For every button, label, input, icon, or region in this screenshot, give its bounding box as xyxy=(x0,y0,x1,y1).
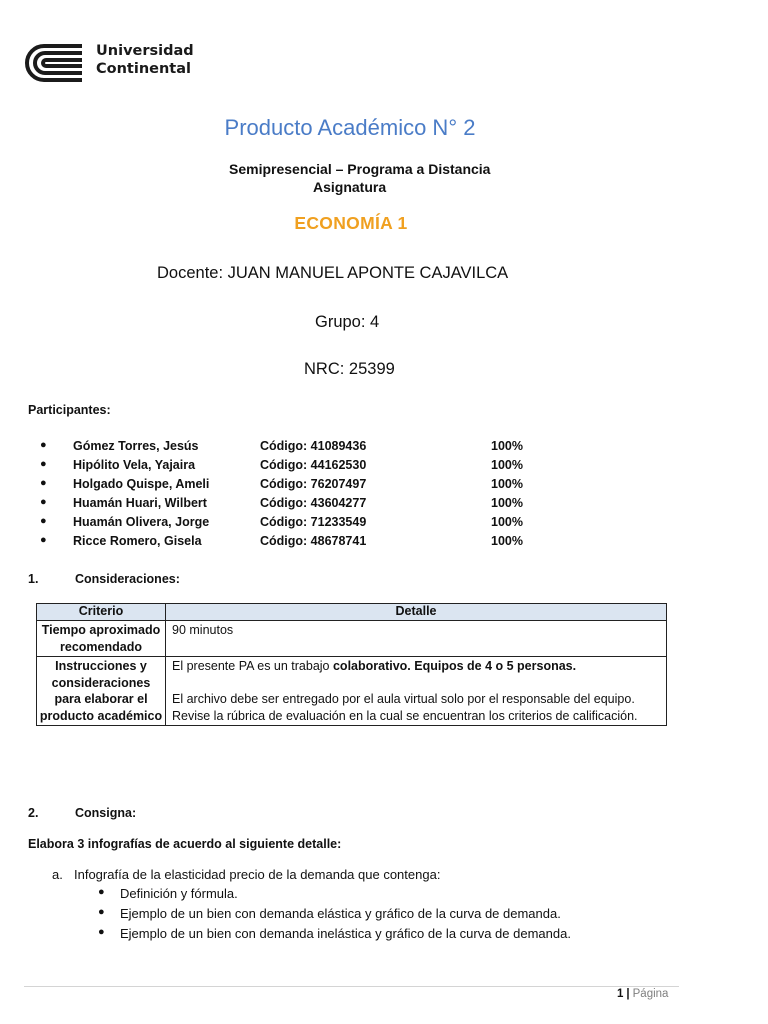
bullet-icon: ● xyxy=(98,906,105,918)
page-footer xyxy=(617,988,668,1000)
section-2-heading xyxy=(28,806,136,820)
group: Grupo: 4 xyxy=(315,313,380,331)
bullet-icon: ● xyxy=(40,496,47,508)
participant-code: Código: 71233549 xyxy=(260,515,367,529)
bullet-icon: ● xyxy=(40,515,47,527)
detalle-instructions xyxy=(166,657,667,726)
university-logo xyxy=(24,40,204,86)
header-criterio: Criterio xyxy=(37,604,166,621)
participant-name: Holgado Quispe, Ameli xyxy=(73,477,210,491)
participant-name: Gómez Torres, Jesús xyxy=(73,439,199,453)
nrc: NRC: 25399 xyxy=(304,360,395,378)
bullet-icon: ● xyxy=(40,458,47,470)
criterio-instructions: Instrucciones y consideraciones para elaborar el producto académico xyxy=(37,657,166,726)
table-row xyxy=(37,621,667,657)
participant-percentage: 100% xyxy=(491,515,523,529)
detalle-time: 90 minutos xyxy=(166,621,667,657)
section-1-number: 1. xyxy=(28,572,39,586)
bullet-icon: ● xyxy=(40,439,47,451)
universidad-continental-logo-icon xyxy=(24,42,86,84)
participant-name: Huamán Huari, Wilbert xyxy=(73,496,207,510)
participant-percentage: 100% xyxy=(491,496,523,510)
footer-separator: | xyxy=(626,988,630,1000)
document-title: Producto Académico N° 2 xyxy=(224,115,476,140)
table-header-row xyxy=(37,604,667,621)
participant-percentage: 100% xyxy=(491,477,523,491)
participant-name: Hipólito Vela, Yajaira xyxy=(73,458,196,472)
logo-line-1: Universidad xyxy=(96,43,194,59)
participants-label: Participantes: xyxy=(28,403,111,417)
participant-code: Código: 43604277 xyxy=(260,496,367,510)
participant-code: Código: 76207497 xyxy=(260,477,367,491)
assignment-instruction: Elabora 3 infografías de acuerdo al siguiente detalle: xyxy=(28,837,342,851)
section-1-title: Consideraciones: xyxy=(75,572,180,586)
bullet-icon: ● xyxy=(40,534,47,546)
instruction-paragraph-3: Revise la rúbrica de evaluación en la cual se encuentran los criterios de calificación. xyxy=(172,708,638,723)
instruction-bold-text: colaborativo. Equipos de 4 o 5 personas. xyxy=(332,659,577,673)
teacher: Docente: JUAN MANUEL APONTE CAJAVILCA xyxy=(157,264,509,282)
bullet-icon: ● xyxy=(98,926,105,938)
bullet-icon: ● xyxy=(98,886,105,898)
participant-percentage: 100% xyxy=(491,534,523,548)
subject-label: Asignatura xyxy=(313,179,387,195)
list-item-label: a. xyxy=(52,867,63,882)
modality: Semipresencial – Programa a Distancia xyxy=(229,161,491,177)
page-label: Página xyxy=(632,988,669,1000)
header-detalle: Detalle xyxy=(166,604,667,621)
section-1-heading xyxy=(28,572,180,586)
instruction-paragraph-2: El archivo debe ser entregado por el aula virtual solo por el responsable del equipo. xyxy=(172,692,635,706)
bullet-icon: ● xyxy=(40,477,47,489)
sub-item-text: Ejemplo de un bien con demanda elástica y gráfico de la curva de demanda. xyxy=(120,906,561,921)
sub-item-text: Definición y fórmula. xyxy=(120,886,238,901)
list-item-text: Infografía de la elasticidad precio de la demanda que contenga: xyxy=(74,867,441,882)
section-2-number: 2. xyxy=(28,806,39,820)
participant-code: Código: 44162530 xyxy=(260,458,367,472)
instruction-text: El presente PA es un trabajo xyxy=(172,659,333,673)
course-name: ECONOMÍA 1 xyxy=(294,213,408,233)
participant-name: Huamán Olivera, Jorge xyxy=(73,515,210,529)
page-number: 1 xyxy=(617,988,624,1000)
logo-text xyxy=(96,42,194,78)
list-item-a xyxy=(52,867,440,882)
instruction-paragraph-1 xyxy=(172,658,660,675)
footer-divider xyxy=(24,986,679,987)
sub-item-text: Ejemplo de un bien con demanda inelástica y gráfico de la curva de demanda. xyxy=(120,926,571,941)
criterio-time: Tiempo aproximado recomendado xyxy=(37,621,166,657)
participant-percentage: 100% xyxy=(491,439,523,453)
logo-line-2: Continental xyxy=(96,61,191,77)
participant-name: Ricce Romero, Gisela xyxy=(73,534,202,548)
participant-percentage: 100% xyxy=(491,458,523,472)
table-row xyxy=(37,657,667,726)
section-2-title: Consigna: xyxy=(75,806,137,820)
participant-code: Código: 41089436 xyxy=(260,439,367,453)
participant-code: Código: 48678741 xyxy=(260,534,367,548)
criteria-table xyxy=(36,603,667,726)
